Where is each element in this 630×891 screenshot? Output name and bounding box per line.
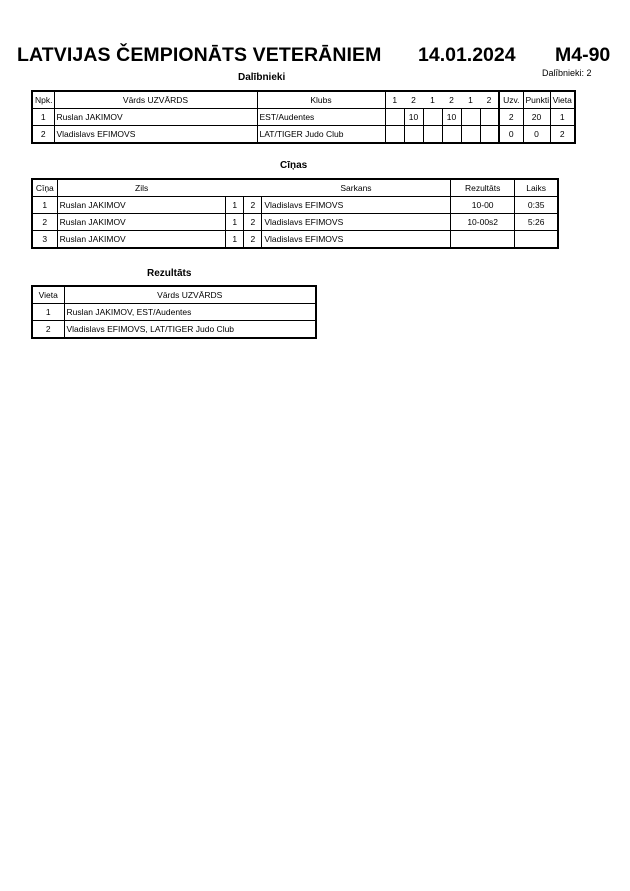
cell-time: 0:35: [515, 197, 558, 214]
col-name: Vārds UZVĀRDS: [64, 286, 316, 304]
cell-fight: 3: [32, 231, 57, 249]
cell-fight: 1: [32, 197, 57, 214]
cell-r5: [461, 109, 480, 126]
participants-count: Dalībnieki: 2: [542, 68, 592, 78]
cell-red: Vladislavs EFIMOVS: [262, 214, 451, 231]
event-date: 14.01.2024: [418, 44, 516, 66]
cell-points: 0: [523, 126, 550, 144]
cell-result: 10-00s2: [451, 214, 515, 231]
cell-name: Ruslan JAKIMOV: [54, 109, 257, 126]
cell-red: Vladislavs EFIMOVS: [262, 197, 451, 214]
table-row: [32, 197, 558, 214]
cell-time: 5:26: [515, 214, 558, 231]
col-red-num: [244, 179, 262, 197]
cell-r2: 10: [404, 109, 423, 126]
cell-r4: [442, 126, 461, 144]
col-place: Vieta: [550, 91, 575, 109]
page-title: LATVIJAS ČEMPIONĀTS VETERĀNIEM: [17, 44, 382, 66]
cell-r2: [404, 126, 423, 144]
col-blue: Zils: [57, 179, 226, 197]
cell-club: LAT/TIGER Judo Club: [257, 126, 385, 144]
col-r5: 1: [468, 95, 473, 105]
cell-blue-num: 1: [226, 231, 244, 249]
col-time: Laiks: [515, 179, 558, 197]
participants-header-row: [32, 91, 575, 109]
participants-table: [31, 90, 576, 144]
results-table: [31, 285, 317, 339]
table-row: [32, 231, 558, 249]
cell-r5: [461, 126, 480, 144]
cell-fight: 2: [32, 214, 57, 231]
fights-table: [31, 178, 559, 249]
cell-r6: [480, 126, 499, 144]
cell-name: Vladislavs EFIMOVS, LAT/TIGER Judo Club: [64, 321, 316, 339]
cell-points: 20: [523, 109, 550, 126]
cell-red-num: 2: [244, 231, 262, 249]
col-r4: 2: [449, 95, 454, 105]
cell-blue-num: 1: [226, 214, 244, 231]
cell-blue-num: 1: [226, 197, 244, 214]
cell-blue: Ruslan JAKIMOV: [57, 231, 226, 249]
cell-blue: Ruslan JAKIMOV: [57, 197, 226, 214]
cell-wins: 0: [499, 126, 523, 144]
col-result: Rezultāts: [451, 179, 515, 197]
results-section-title: Rezultāts: [147, 268, 192, 279]
cell-name: Ruslan JAKIMOV, EST/Audentes: [64, 304, 316, 321]
cell-place: 1: [32, 304, 64, 321]
col-name: Vārds UZVĀRDS: [54, 91, 257, 109]
results-header-row: [32, 286, 316, 304]
cell-r3: [423, 109, 442, 126]
col-place: Vieta: [32, 286, 64, 304]
col-club: Klubs: [257, 91, 385, 109]
fights-header-row: [32, 179, 558, 197]
col-r1: 1: [392, 95, 398, 105]
cell-result: [451, 231, 515, 249]
cell-red-num: 2: [244, 197, 262, 214]
cell-result: 10-00: [451, 197, 515, 214]
cell-blue: Ruslan JAKIMOV: [57, 214, 226, 231]
col-r3: 1: [430, 95, 435, 105]
cell-place: 2: [32, 321, 64, 339]
col-red: Sarkans: [262, 179, 451, 197]
cell-r6: [480, 109, 499, 126]
cell-npk: 2: [32, 126, 54, 144]
cell-red-num: 2: [244, 214, 262, 231]
table-row: [32, 109, 575, 126]
cell-red: Vladislavs EFIMOVS: [262, 231, 451, 249]
col-wins: Uzv.: [499, 91, 523, 109]
col-r6: 2: [486, 95, 492, 105]
cell-name: Vladislavs EFIMOVS: [54, 126, 257, 144]
col-points: Punkti: [523, 91, 550, 109]
cell-r1: [385, 109, 404, 126]
cell-npk: 1: [32, 109, 54, 126]
cell-place: 2: [550, 126, 575, 144]
participants-section-title: Dalībnieki: [238, 72, 286, 83]
table-row: [32, 304, 316, 321]
table-row: [32, 214, 558, 231]
col-fight: Cīņa: [32, 179, 57, 197]
cell-r3: [423, 126, 442, 144]
cell-time: [515, 231, 558, 249]
table-row: [32, 126, 575, 144]
col-npk: Npk.: [32, 91, 54, 109]
fights-section-title: Cīņas: [280, 160, 308, 171]
weight-category: M4-90: [555, 44, 611, 66]
col-blue-num: [226, 179, 244, 197]
table-row: [32, 321, 316, 339]
cell-wins: 2: [499, 109, 523, 126]
cell-r1: [385, 126, 404, 144]
cell-place: 1: [550, 109, 575, 126]
cell-r4: 10: [442, 109, 461, 126]
col-r2: 2: [411, 95, 416, 105]
cell-club: EST/Audentes: [257, 109, 385, 126]
